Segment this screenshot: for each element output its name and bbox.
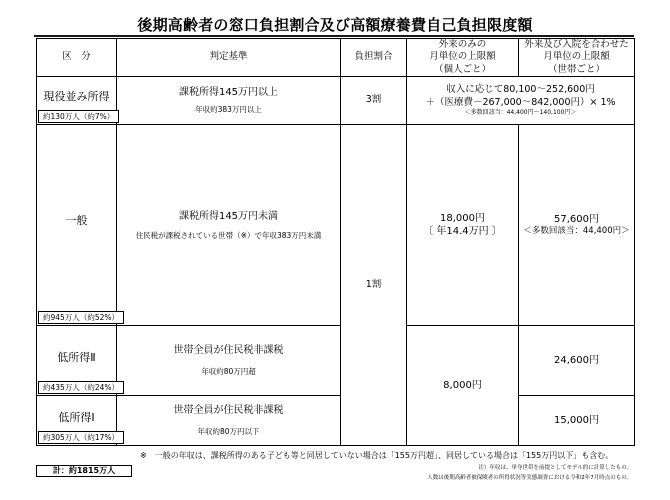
header-combined-limit <box>519 39 635 77</box>
rate-shared: 1割 <box>341 125 407 446</box>
category-name: 低所得Ⅰ <box>58 411 95 425</box>
combined-ippan <box>519 125 635 325</box>
limit-genekinami <box>407 77 635 125</box>
population-badge: 約435万人（約24%） <box>38 381 124 394</box>
combined-value: 57,600円 <box>554 213 599 225</box>
combined-low2 <box>519 325 635 395</box>
criteria-main: 世帯全員が住民税非課税 <box>173 344 284 356</box>
limit-line1: 収入に応じて80,100～252,600円 <box>446 84 595 96</box>
header-row <box>37 39 635 77</box>
population-badge: 約130万人（約7%） <box>38 110 119 123</box>
criteria-sub: 住民税が課税されている世帯（※）で年収383万円未満 <box>135 230 322 240</box>
category-name: 現役並み所得 <box>43 89 110 103</box>
criteria-ippan <box>117 125 341 325</box>
header-outpatient-line1: 外来のみの <box>438 39 487 51</box>
row-low2 <box>37 325 635 395</box>
criteria-sub: 年収約80万円以下 <box>197 427 260 437</box>
limit-line3: ＜多数回該当：44,400円～140,100円＞ <box>464 109 577 117</box>
header-outpatient-limit <box>407 39 519 77</box>
page-title: 後期高齢者の窓口負担割合及び高額療養費自己負担限度額 <box>137 16 533 34</box>
limit-line2: ＋（医療費－267,000～842,000円）× 1% <box>425 96 616 108</box>
combined-multiple: ＜多数回該当：44,400円＞ <box>523 225 630 236</box>
copay-table <box>36 38 635 446</box>
criteria-main: 課税所得145万円未満 <box>178 210 279 222</box>
category-name: 低所得Ⅱ <box>57 351 96 365</box>
category-ippan <box>37 125 117 325</box>
criteria-genekinami <box>117 77 341 125</box>
category-name: 一般 <box>65 213 88 227</box>
rate-genekinami: 3割 <box>341 77 407 125</box>
outpatient-value: 8,000円 <box>443 379 482 391</box>
header-combined-line1: 外来及び入院を合わせた <box>524 39 629 51</box>
combined-low1 <box>519 395 635 445</box>
footnote-small-1: 注）年収は、単身世帯を前提としてモデル的に計算したもの。 <box>478 465 632 471</box>
header-category: 区 分 <box>37 39 117 77</box>
criteria-low2 <box>117 325 341 395</box>
header-outpatient-line3: （個人ごと） <box>433 63 491 75</box>
combined-value: 15,000円 <box>554 414 599 426</box>
footnote-small-2: 人数は後期高齢者被保険者の所得状況等実態調査における令和2年7月時点のもの。 <box>427 475 632 481</box>
criteria-sub: 年収約80万円超 <box>201 366 256 376</box>
title-underline <box>34 35 634 37</box>
outpatient-value: 18,000円 <box>440 212 485 224</box>
total-badge: 計：約1815万人 <box>36 465 132 477</box>
row-ippan <box>37 125 635 325</box>
header-combined-line2: 月単位の上限額 <box>543 51 610 63</box>
footnote-main: ※ 一般の年収は、課税所得のある子ども等と同居していない場合は「155万円超」、同居している場合は「155万円以下」も含む。 <box>140 451 614 460</box>
population-badge: 約945万人（約52%） <box>38 311 124 324</box>
header-combined-line3: （世帯ごと） <box>547 63 605 75</box>
criteria-main: 世帯全員が住民税非課税 <box>173 405 284 417</box>
header-outpatient-line2: 月単位の上限額 <box>429 51 496 63</box>
criteria-sub: 年収約383万円以上 <box>195 105 262 115</box>
category-low2 <box>37 325 117 395</box>
population-badge: 約305万人（約17%） <box>38 431 124 444</box>
header-rate: 負担割合 <box>341 39 407 77</box>
outpatient-annual: 〔 年14.4万円 〕 <box>423 225 502 237</box>
row-genekinami <box>37 77 635 125</box>
header-criteria: 判定基準 <box>117 39 341 77</box>
criteria-low1 <box>117 395 341 445</box>
criteria-main: 課税所得145万円以上 <box>178 87 279 99</box>
row-low1 <box>37 395 635 445</box>
outpatient-ippan <box>407 125 519 325</box>
outpatient-low <box>407 325 519 445</box>
category-low1 <box>37 395 117 445</box>
combined-value: 24,600円 <box>554 354 599 366</box>
category-genekinami <box>37 77 117 125</box>
outpatient-annual-value: 年14.4万円 <box>436 225 489 237</box>
